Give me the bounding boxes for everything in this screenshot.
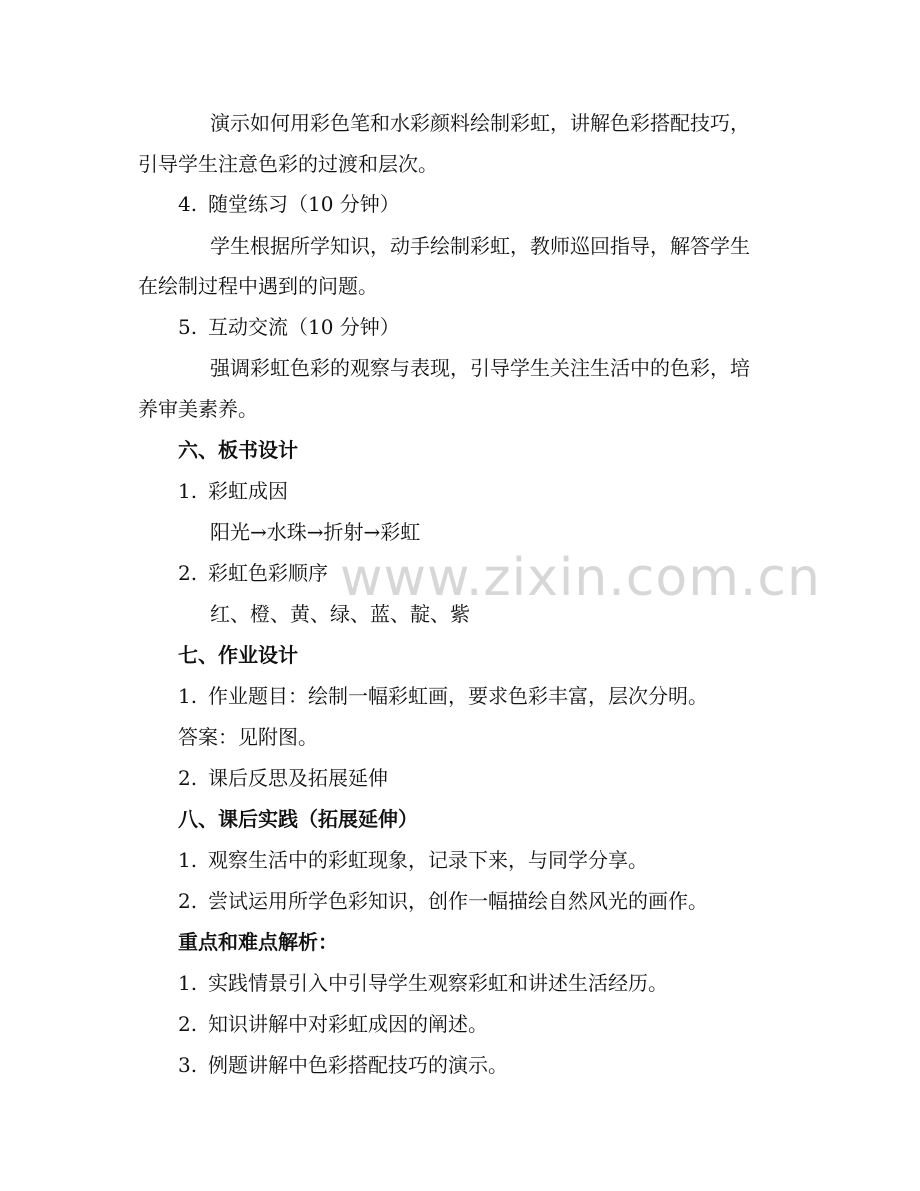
item-text: 随堂练习（10 分钟） bbox=[208, 192, 400, 216]
numbered-item bbox=[178, 846, 648, 874]
item-number: 2. bbox=[178, 561, 198, 585]
numbered-item bbox=[178, 477, 288, 505]
item-text: 知识讲解中对彩虹成因的阐述。 bbox=[208, 1012, 488, 1036]
body-text-line: 养审美素养。 bbox=[138, 397, 258, 421]
body-text-line: 学生根据所学知识，动手绘制彩虹，教师巡回指导，解答学生 bbox=[210, 234, 750, 258]
numbered-item bbox=[178, 313, 400, 341]
numbered-item bbox=[178, 887, 708, 915]
body-text-line: 强调彩虹色彩的观察与表现，引导学生关注生活中的色彩，培 bbox=[210, 356, 750, 380]
body-text-line: 演示如何用彩色笔和水彩颜料绘制彩虹，讲解色彩搭配技巧， bbox=[210, 111, 750, 135]
item-number: 2. bbox=[178, 766, 198, 790]
body-text-line: 在绘制过程中遇到的问题。 bbox=[138, 274, 378, 298]
numbered-item bbox=[178, 1051, 508, 1079]
item-text: 彩虹成因 bbox=[208, 479, 288, 503]
item-text: 彩虹色彩顺序 bbox=[208, 561, 328, 585]
section-heading: 重点和难点解析： bbox=[178, 930, 338, 954]
section-heading: 七、作业设计 bbox=[178, 643, 298, 667]
numbered-item bbox=[178, 559, 328, 587]
section-heading: 八、课后实践（拓展延伸） bbox=[178, 807, 418, 831]
numbered-item bbox=[178, 764, 388, 792]
item-number: 3. bbox=[178, 1053, 198, 1077]
item-number: 1. bbox=[178, 684, 198, 708]
numbered-item bbox=[178, 682, 708, 710]
item-number: 4. bbox=[178, 192, 198, 216]
item-text: 课后反思及拓展延伸 bbox=[208, 766, 388, 790]
item-text: 互动交流（10 分钟） bbox=[208, 315, 400, 339]
numbered-item bbox=[178, 190, 400, 218]
item-text: 尝试运用所学色彩知识，创作一幅描绘自然风光的画作。 bbox=[208, 889, 708, 913]
item-text: 观察生活中的彩虹现象，记录下来，与同学分享。 bbox=[208, 848, 648, 872]
item-number: 1. bbox=[178, 848, 198, 872]
item-text: 实践情景引入中引导学生观察彩虹和讲述生活经历。 bbox=[208, 971, 668, 995]
body-text-line: 红、橙、黄、绿、蓝、靛、紫 bbox=[210, 602, 470, 626]
watermark: www.zixin.com.cn bbox=[340, 548, 821, 608]
section-heading: 六、板书设计 bbox=[178, 438, 298, 462]
item-number: 2. bbox=[178, 1012, 198, 1036]
item-text: 例题讲解中色彩搭配技巧的演示。 bbox=[208, 1053, 508, 1077]
body-text-line: 答案：见附图。 bbox=[178, 725, 318, 749]
item-number: 2. bbox=[178, 889, 198, 913]
numbered-item bbox=[178, 969, 668, 997]
item-number: 1. bbox=[178, 479, 198, 503]
item-number: 1. bbox=[178, 971, 198, 995]
body-text-line: 阳光→水珠→折射→彩虹 bbox=[210, 520, 421, 544]
item-text: 作业题目：绘制一幅彩虹画，要求色彩丰富，层次分明。 bbox=[208, 684, 708, 708]
item-number: 5. bbox=[178, 315, 198, 339]
numbered-item bbox=[178, 1010, 488, 1038]
body-text-line: 引导学生注意色彩的过渡和层次。 bbox=[138, 152, 438, 176]
